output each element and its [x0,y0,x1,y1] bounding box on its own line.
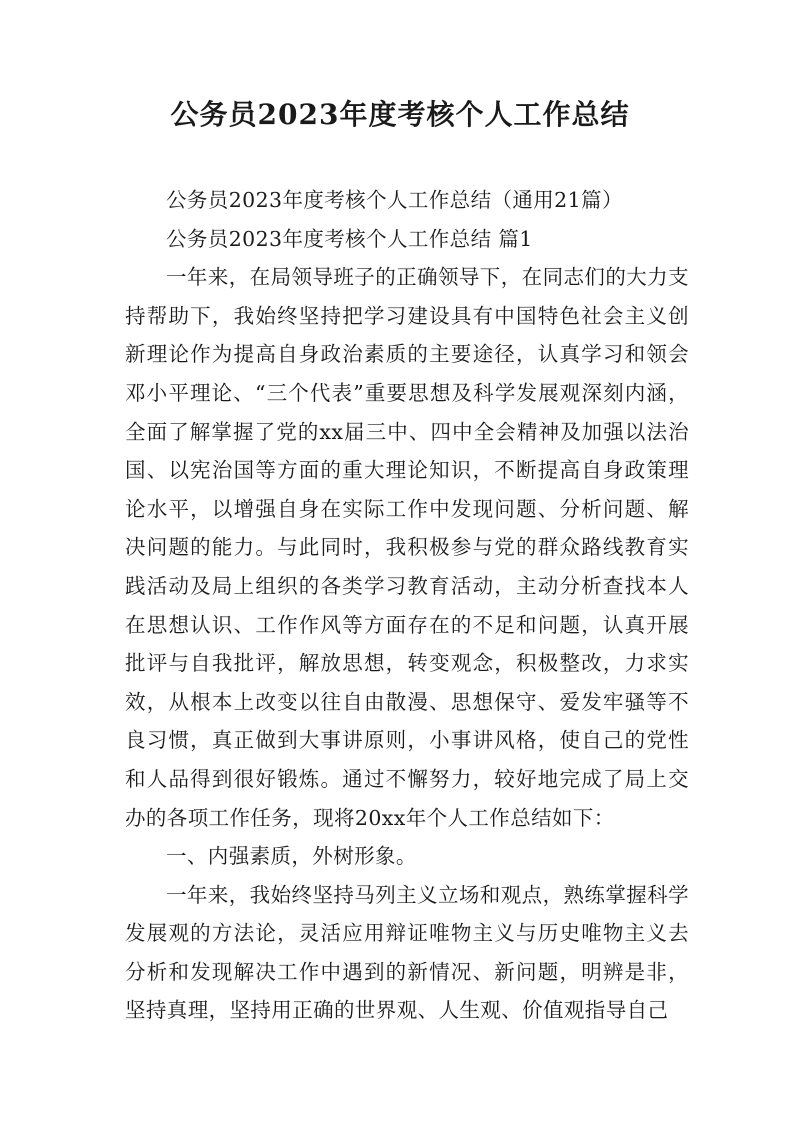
paragraph: 一年来，在局领导班子的正确领导下，在同志们的大力支持帮助下，我始终坚持把学习建设具有中国特色社会主义创新理论作为提高自身政治素质的主要途径，认真学习和领会邓小平理论、“三个代表”重要思想及科学发展观深刻内涵，全面了解掌握了党的xx届三中、四中全会精神及加强以法治国、以宪治国等方面的重大理论知识，不断提高自身政策理论水平，以增强自身在实际工作中发现问题、分析问题、解决问题的能力。与此同时，我积极参与党的群众路线教育实践活动及局上组织的各类学习教育活动，主动分析查找本人在思想认识、工作作风等方面存在的不足和问题，认真开展批评与自我批评，解放思想，转变观念，积极整改，力求实效，从根本上改变以往自由散漫、思想保守、爱发牢骚等不良习惯，真正做到大事讲原则，小事讲风格，使自己的党性和人品得到很好锻炼。通过不懈努力，较好地完成了局上交办的各项工作任务，现将20xx年个人工作总结如下： [125,265,689,830]
subtitle-line: 公务员2023年度考核个人工作总结（通用21篇） [166,188,623,212]
section-title: 公务员2023年度考核个人工作总结 篇1 [166,226,533,251]
paragraph: 一年来，我始终坚持马列主义立场和观点，熟练掌握科学发展观的方法论，灵活应用辩证唯物主义与历史唯物主义去分析和发现解决工作中遇到的新情况、新问题，明辨是非，坚持真理，坚持用正确的世界观、人生观、价值观指导自己 [125,882,689,1023]
document-title: 公务员2023年度考核个人工作总结 [170,98,630,131]
document-body [125,181,689,1030]
paragraph-heading: 一、内强素质，外树形象。 [166,844,417,869]
